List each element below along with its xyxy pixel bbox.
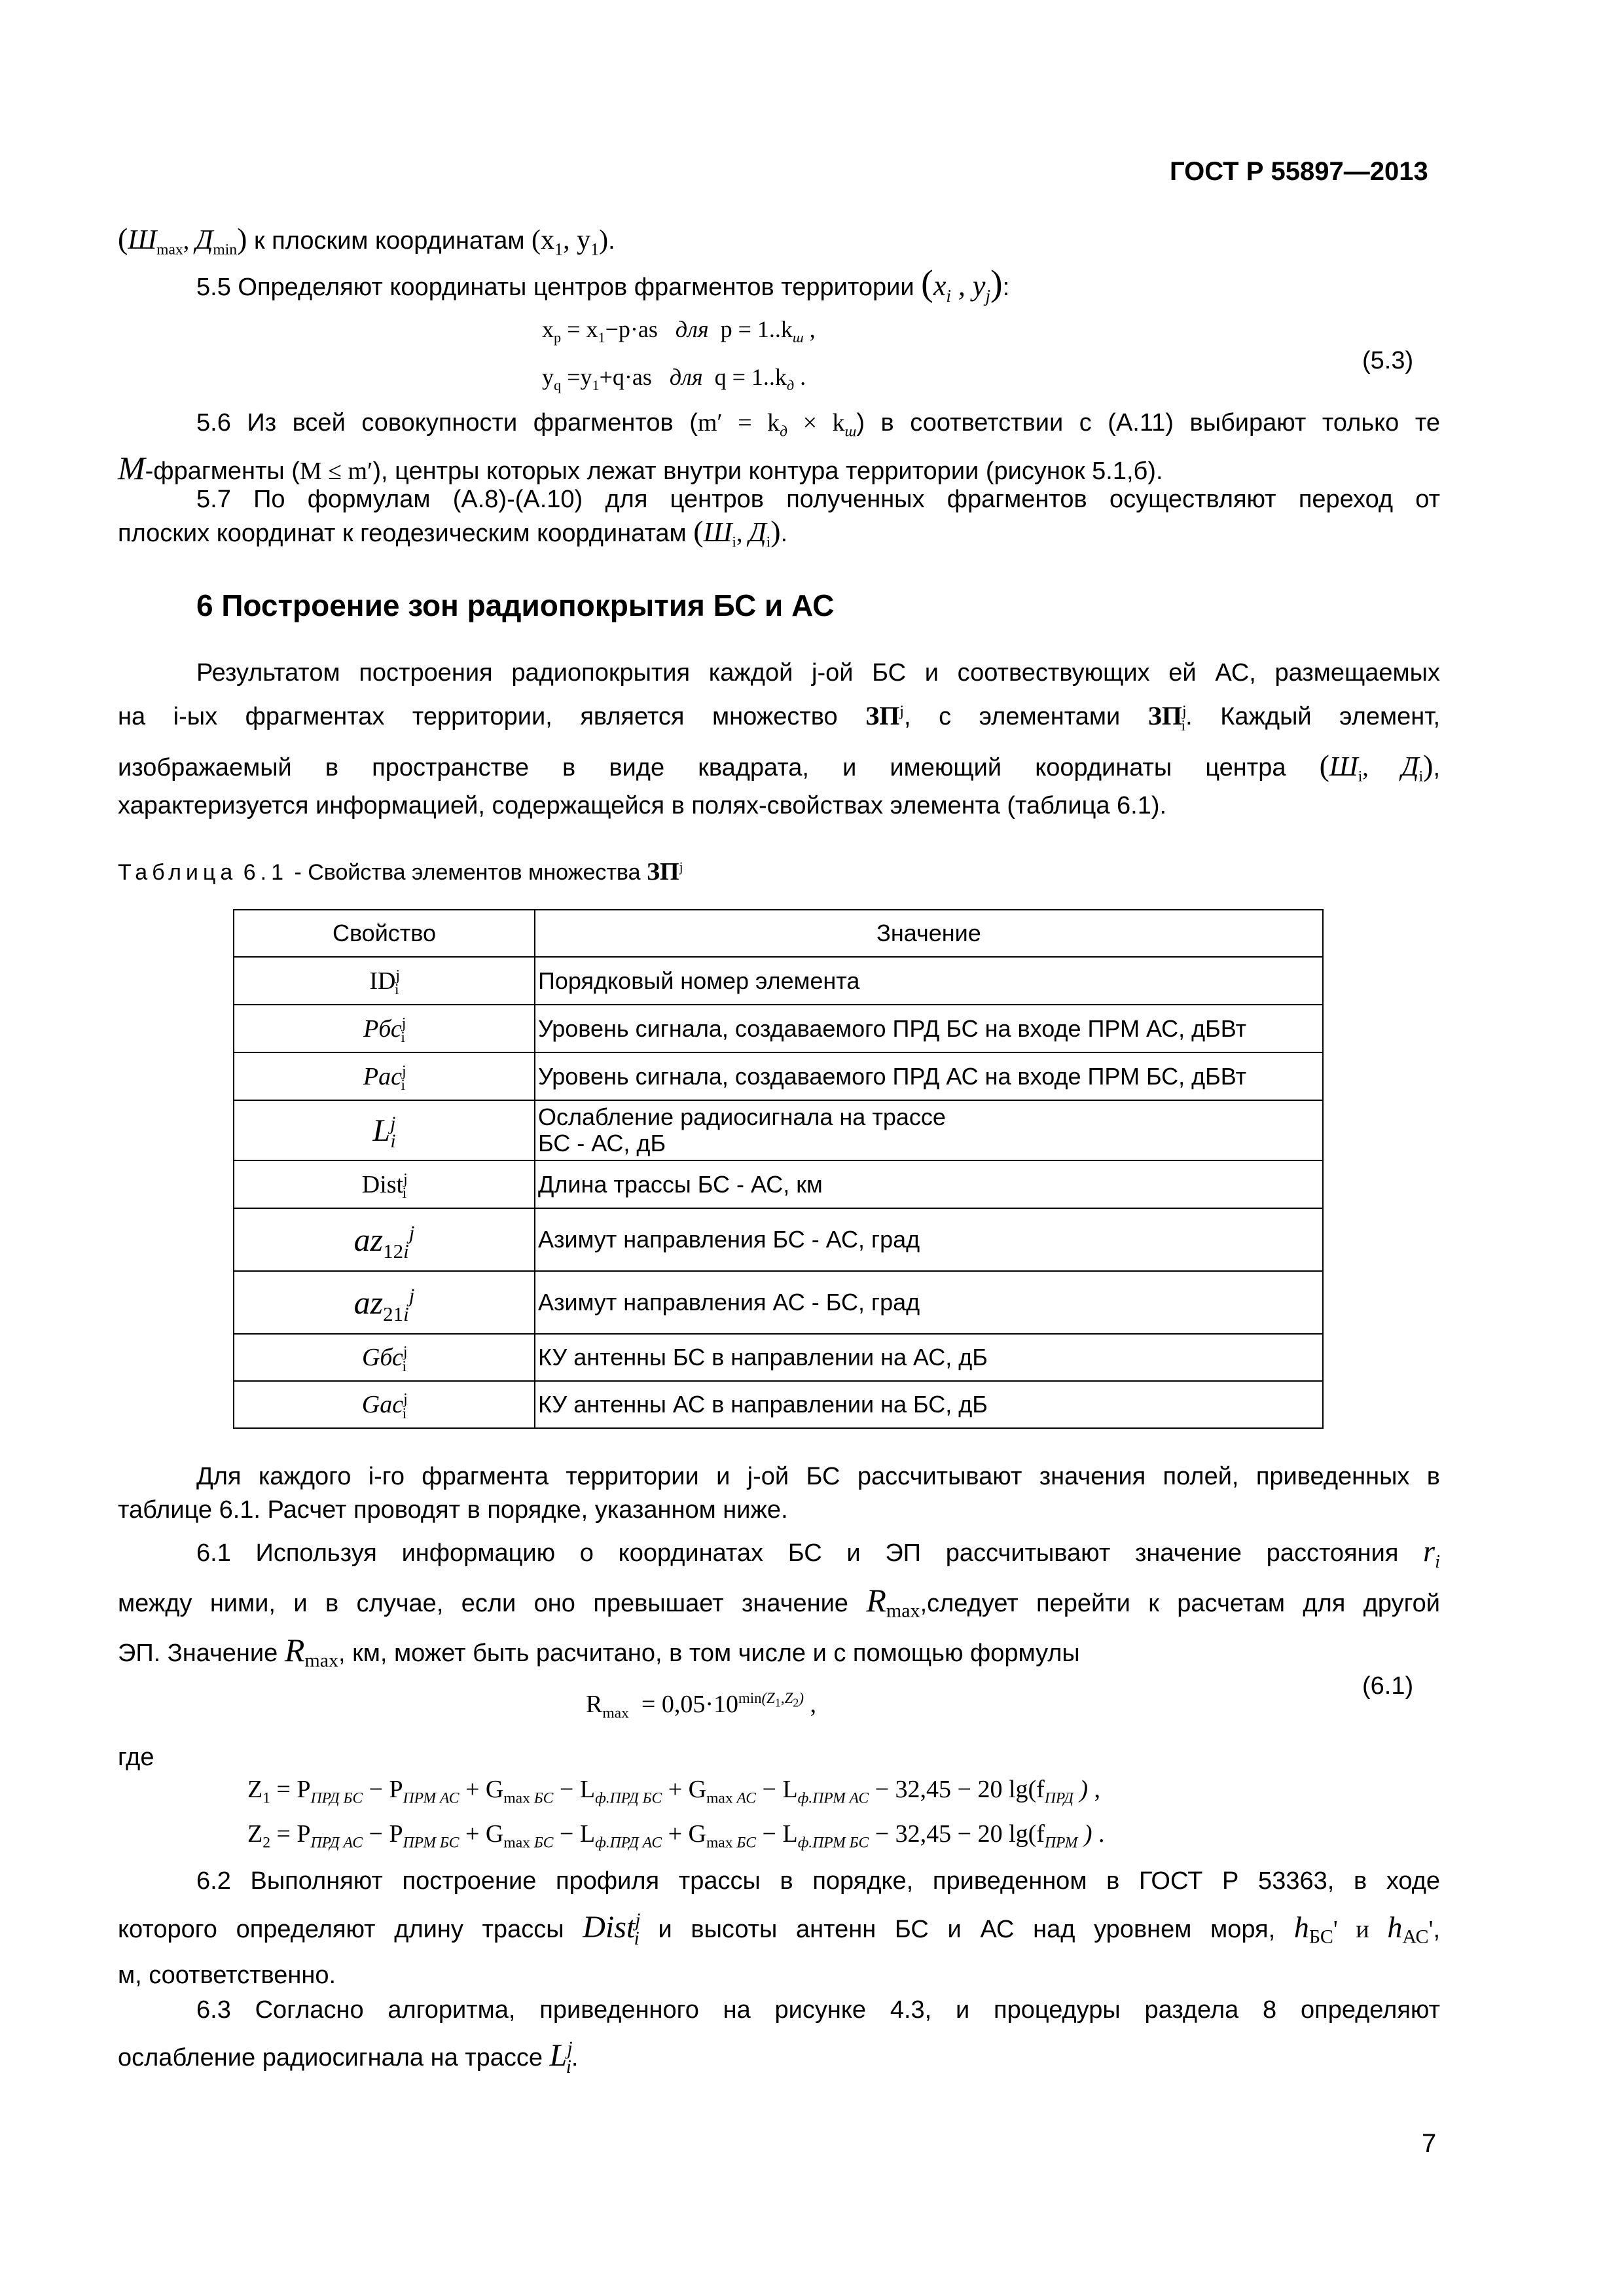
property-value: КУ антенны АС в направлении на БС, дБ — [535, 1381, 1323, 1428]
property-symbol: Pбс$^j_i$ — [234, 1005, 535, 1052]
standard-number: ГОСТ Р 55897—2013 — [1170, 157, 1428, 186]
table-row — [234, 957, 1323, 1005]
section-6-para-line3: изображаемый в пространстве в виде квадрата, и имеющий координаты центра ($Ш_i$, $Д_i$), — [118, 749, 1441, 785]
table-row — [234, 1100, 1323, 1160]
paragraph-5-7-line1: 5.7 По формулам (А.8)-(А.10) для центров полученных фрагментов осуществляют переход от — [196, 486, 1440, 513]
section-6-para-line1: Результатом построения радиопокрытия каждой j-ой БС и соотвествующих ей АС, размещаемых — [196, 659, 1440, 687]
paragraph-6-2-line1: 6.2 Выполняют построение профиля трассы в порядке, приведенном в ГОСТ Р 53363, в ходе — [196, 1867, 1440, 1895]
property-symbol: $L^j_i$ — [234, 1100, 535, 1160]
equation-6-1-number: (6.1) — [1362, 1672, 1414, 1700]
property-value — [535, 1100, 1323, 1160]
table-row — [234, 1381, 1323, 1428]
header-value: Значение — [535, 910, 1323, 957]
section-6-title: 6 Построение зон радиопокрытия БС и АС — [196, 588, 835, 622]
property-value: Азимут направления БС - АС, град — [535, 1208, 1323, 1271]
property-value: Длина трассы БС - АС, км — [535, 1160, 1323, 1208]
header-property: Свойство — [234, 910, 535, 957]
equation-6-1: $R_{max} = 0,05\cdot 10^{min(Z_1,Z_2)}$ , — [586, 1690, 816, 1722]
after-table-para-line1: Для каждого i-го фрагмента территории и j-ой БС рассчитывают значения полей, приведенных в — [196, 1463, 1440, 1490]
property-symbol: Dist$^j_i$ — [234, 1160, 535, 1208]
paragraph-5-6-line2: M-фрагменты (M ≤ m′), центры которых лежат внутри контура территории (рисунок 5.1,б). — [118, 450, 1163, 486]
property-value: Уровень сигнала, создаваемого ПРД БС на входе ПРМ АС, дБВт — [535, 1005, 1323, 1052]
properties-table — [233, 909, 1324, 1429]
property-value-line1: Ослабление радиосигнала на трассе — [538, 1103, 946, 1130]
table-row — [234, 1271, 1323, 1334]
property-symbol: Gас$^j_i$ — [234, 1381, 535, 1428]
equation-5-3-number: (5.3) — [1362, 347, 1414, 374]
paragraph-6-1-line1: 6.1 Используя информацию о координатах БС и ЭП рассчитывают значение расстояния $r_i$ — [196, 1534, 1441, 1573]
table-row — [234, 1208, 1323, 1271]
property-value: Азимут направления АС - БС, град — [535, 1271, 1323, 1334]
after-table-para-line2: таблице 6.1. Расчет проводят в порядке, указанном ниже. — [118, 1496, 788, 1524]
paragraph-5-5: 5.5 Определяют координаты центров фрагментов территории ($x_i$ , $y_j$): — [196, 263, 1010, 306]
equation-z1: $Z_1 = P_{ПРД БС} - P_{ПРМ АС} + G_{max БС} - L_{ф.ПРД БС} + G_{max АС} - L_{ф.ПРМ АС} - 32,45 - 20$ $\lg(f_{ПРД}$ ) , — [247, 1776, 1101, 1807]
property-symbol: $az_{12i}^j$ — [234, 1208, 535, 1271]
table-caption: Таблица 6.1 - Свойства элементов множества $ЗП^j$ — [118, 858, 683, 886]
paragraph-6-3-line2: ослабление радиосигнала на трассе $L^j_i$. — [118, 2037, 579, 2077]
where-label: где — [118, 1744, 154, 1771]
property-value: Уровень сигнала, создаваемого ПРД АС на входе ПРМ БС, дБВт — [535, 1052, 1323, 1100]
equation-5-3-line1: $x_p = x_1-p\cdot as$ для $p = 1..k_ш$ , — [542, 316, 816, 346]
intro-line1: ($Ш_{max}$, $Д_{min}$) к плоским координатам ($x_1$, $y_1$). — [118, 222, 615, 259]
paragraph-6-1-line2: между ними, и в случае, если оно превышает значение $R_{max},следует$ перейти к расчетам для другой — [118, 1582, 1440, 1622]
page-number: 7 — [1422, 2129, 1437, 2158]
equation-z2: $Z_2 = P_{ПРД АС} - P_{ПРМ БС} + G_{max БС} - L_{ф.ПРД АС} + G_{max БС} - L_{ф.ПРМ БС} - 32,45 - 20$ $\lg(f_{ПРМ}$ ) . — [247, 1820, 1105, 1852]
paragraph-6-1-line3: ЭП. Значение $R_{max}$, км, может быть расчитано, в том числе и с помощью формулы — [118, 1632, 1080, 1672]
table-row — [234, 1160, 1323, 1208]
table-row — [234, 1005, 1323, 1052]
property-symbol: Gбс$^j_i$ — [234, 1334, 535, 1381]
property-symbol: $ID^j_i$ — [234, 957, 535, 1005]
property-value-line2: БС - АС, дБ — [538, 1130, 666, 1157]
section-6-para-line2: на i-ых фрагментах территории, является множество $ЗП^j$, с элементами $ЗП^j_i$. Каждый элемент, — [118, 701, 1441, 734]
property-symbol: Pас$^j_i$ — [234, 1052, 535, 1100]
paragraph-5-6-line1: 5.6 Из всей совокупности фрагментов $(m' = k_д \times k_ш)$ в соответствии с (А.11) выбирают только те — [196, 409, 1440, 440]
paragraph-6-3-line1: 6.3 Согласно алгоритма, приведенного на рисунке 4.3, и процедуры раздела 8 определяют — [196, 1996, 1440, 2024]
equation-5-3-line2: $y_q =y_1+q\cdot as$ для $q = 1..k_д$ . — [542, 364, 806, 394]
paragraph-6-2-line3: м, соответственно. — [118, 1962, 336, 1989]
property-value: КУ антенны БС в направлении на АС, дБ — [535, 1334, 1323, 1381]
section-6-para-line4: характеризуется информацией, содержащейся в полях-свойствах элемента (таблица 6.1). — [118, 792, 1167, 819]
table-header-row — [234, 910, 1323, 957]
table-row — [234, 1052, 1323, 1100]
paragraph-5-7-line2: плоских координат к геодезическим координатам ($Ш_i$, $Д_i$). — [118, 514, 788, 551]
property-value: Порядковый номер элемента — [535, 957, 1323, 1005]
paragraph-6-2-line2: которого определяют длину трассы Dist$^j_i$ и высоты антенн БС и АС над уровнем моря, $h_{БС}'$ и $h_{АС}'$, — [118, 1909, 1440, 1949]
table-row — [234, 1334, 1323, 1381]
property-symbol: $az_{21i}^j$ — [234, 1271, 535, 1334]
